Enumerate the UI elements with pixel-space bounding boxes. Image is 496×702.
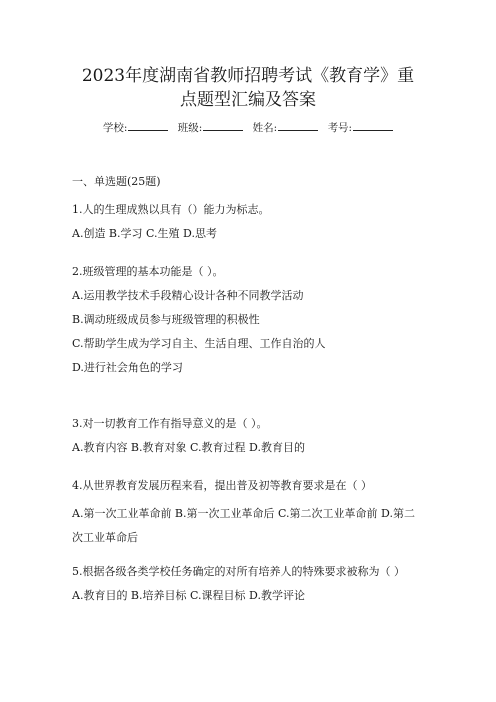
section-heading: 一、单选题(25题) [72, 175, 161, 188]
class-blank[interactable] [203, 120, 243, 131]
question-option: A.运用教学技术手段精心设计各种不同教学活动 [72, 289, 304, 302]
question-option: C.帮助学生成为学习自主、生活自理、工作自治的人 [72, 337, 326, 350]
question-options: A.第一次工业革命前 B.第一次工业革命后 C.第二次工业革命前 D.第二次工业革命后 [72, 507, 415, 544]
question-stem: 1.人的生理成熟以具有（）能力为标志。 [72, 203, 270, 216]
question-options: A.教育内容 B.教育对象 C.教育过程 D.教育目的 [72, 441, 305, 454]
student-info-row [72, 120, 424, 136]
exam-number-blank[interactable] [353, 120, 393, 131]
question-stem: 3.对一切教育工作有指导意义的是（ ）。 [72, 417, 268, 430]
question-stem: 5.根据各级各类学校任务确定的对所有培养人的特殊要求被称为（ ） [72, 565, 405, 578]
question-option: D.进行社会角色的学习 [72, 361, 183, 374]
question-stem: 4.从世界教育发展历程来看，提出普及初等教育要求是在（ ） [72, 479, 372, 492]
title-line-1: 2023年度湖南省教师招聘考试《教育学》重 [81, 66, 415, 86]
document-title [72, 0, 424, 112]
exam-number-field[interactable]: 考号: [328, 120, 394, 136]
question-options: A.创造 B.学习 C.生殖 D.思考 [72, 227, 217, 240]
question-option: B.调动班级成员参与班级管理的积极性 [72, 313, 260, 326]
title-line-2: 点题型汇编及答案 [180, 90, 316, 110]
question-stem: 2.班级管理的基本功能是（ ）。 [72, 265, 224, 278]
school-field[interactable]: 学校: [103, 120, 169, 136]
name-field[interactable]: 姓名: [253, 120, 319, 136]
class-field[interactable]: 班级: [178, 120, 244, 136]
name-blank[interactable] [278, 120, 318, 131]
question-options: A.教育目的 B.培养目标 C.课程目标 D.教学评论 [72, 589, 305, 602]
school-blank[interactable] [128, 120, 168, 131]
